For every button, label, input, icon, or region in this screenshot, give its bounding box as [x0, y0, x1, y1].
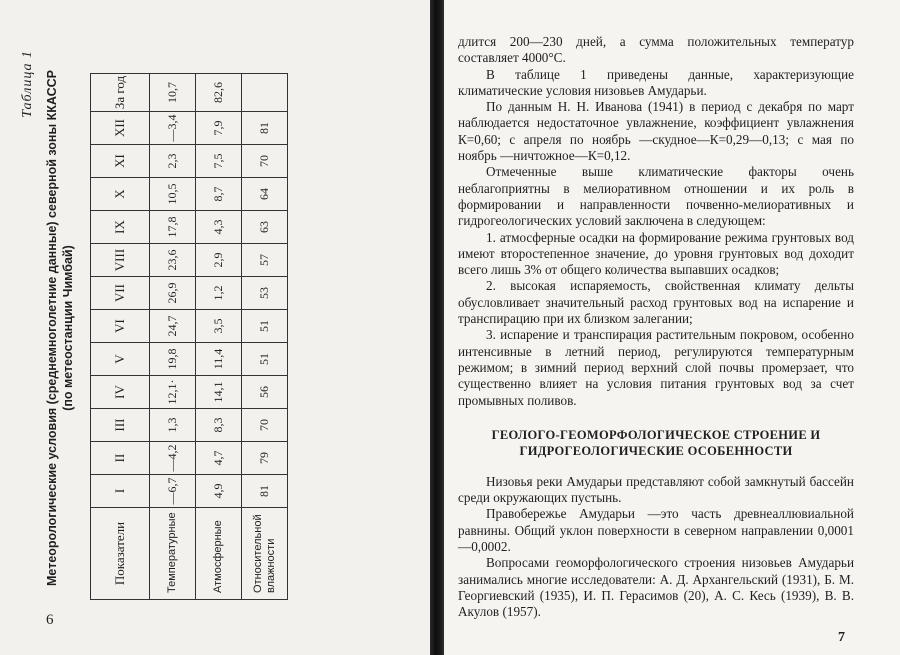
table-cell: —6,7 [150, 475, 196, 508]
table-cell: 2,9 [196, 244, 242, 277]
table-cell: 70 [242, 145, 288, 178]
table-cell: 23,6 [150, 244, 196, 277]
table-cell: 3,5 [196, 310, 242, 343]
page-number: 6 [46, 612, 54, 628]
table-cell: 17,8 [150, 211, 196, 244]
list-item: 3. испарение и транспирация растительным покровом, особенно интенсивные в летний период, регулируются температурным режимом; в зимний период верхний слой почвы промерзает, что существенно влияет на условия питания грунтовых вод за счет промывных поливов. [458, 327, 854, 408]
paragraph: В таблице 1 приведены данные, характеризующие климатические условия низовьев Амударьи. [458, 66, 854, 98]
table-header-row [91, 74, 150, 600]
right-page [444, 0, 900, 655]
table-cell: 1,2 [196, 277, 242, 310]
table-cell: 12,1· [150, 376, 196, 409]
table-cell: 4,7 [196, 442, 242, 475]
list-item: 1. атмосферные осадки на формирование режима грунтовых вод имеют второстепенное значение, до уровня грунтовых вод доходит всего лишь 3% от общего количества выпавших осадков; [458, 229, 854, 278]
table-cell: 11,4 [196, 343, 242, 376]
table-cell: —3,4 [150, 112, 196, 145]
header-cell: Показатели [91, 508, 150, 600]
table-cell: 1,3 [150, 409, 196, 442]
table-cell: 8,3 [196, 409, 242, 442]
table-cell: 19,8 [150, 343, 196, 376]
paragraph: Отмеченные выше климатические факторы очень неблагоприятны в мелиоративном отношении и их роль в формировании и направленности почвенно-мелиоративных и гидрогеологических условий заключена в следующем: [458, 164, 854, 229]
header-cell: VII [91, 277, 150, 310]
list-item: 2. высокая испаряемость, свойственная климату дельты обусловливает значительный расход грунтовых вод на испарение и транспирацию при их близком залегании; [458, 278, 854, 327]
header-cell: За год [91, 74, 150, 112]
table-cell: 70 [242, 409, 288, 442]
table-cell: 8,7 [196, 178, 242, 211]
table-cell: 57 [242, 244, 288, 277]
header-cell: VI [91, 310, 150, 343]
table-cell: 26,9 [150, 277, 196, 310]
header-cell: III [91, 409, 150, 442]
table-cell: 4,9 [196, 475, 242, 508]
paragraph: Низовья реки Амударьи представляют собой замкнутый бассейн среди окружающих пустынь. [458, 473, 854, 506]
table-title: Метеорологические условия (среднемноголетние данные) северной зоны ККАССР (по метеостанции Чимбай) [45, 70, 75, 586]
header-cell: IV [91, 376, 150, 409]
table-cell [242, 74, 288, 112]
header-cell: XI [91, 145, 150, 178]
rotated-table-block [20, 50, 410, 610]
header-cell: IX [91, 211, 150, 244]
page-number: 7 [838, 630, 845, 645]
paragraph: По данным Н. Н. Иванова (1941) в период с декабря по март наблюдается недостаточное увлажнение, коэффициент увлажнения К=0,60; с апреля по ноябрь —скудное—К=0,29—0,13; с мая по ноябрь —ничтожное—К=0,12. [458, 99, 854, 164]
table-cell: 10,5 [150, 178, 196, 211]
table-cell: 51 [242, 310, 288, 343]
row-label: Температурные [150, 508, 196, 600]
table-cell: 51 [242, 343, 288, 376]
table-cell: 64 [242, 178, 288, 211]
paragraph: Вопросами геоморфологического строения низовьев Амударьи занимались многие исследователи: А. Д. Архангельский (1931), Б. М. Георгиевский (1935), И. П. Герасимов (20), А. С. Кесь (1939), В. В. Акулов (1957). [458, 555, 854, 620]
table-cell: 82,6 [196, 74, 242, 112]
row-label: Атмосферные [196, 508, 242, 600]
table-cell: 24,7 [150, 310, 196, 343]
table-cell: 7,9 [196, 112, 242, 145]
table-cell: 53 [242, 277, 288, 310]
paragraph: длится 200—230 дней, а сумма положительных температур составляет 4000°С. [458, 34, 854, 66]
header-cell: V [91, 343, 150, 376]
header-cell: VIII [91, 244, 150, 277]
table-cell: 56 [242, 376, 288, 409]
header-cell: XII [91, 112, 150, 145]
section-heading: ГЕОЛОГО-ГЕОМОРФОЛОГИЧЕСКОЕ СТРОЕНИЕ И ГИДРОГЕОЛОГИЧЕСКИЕ ОСОБЕННОСТИ [491, 427, 821, 458]
header-cell: II [91, 442, 150, 475]
table-row [150, 74, 196, 600]
table-row [196, 74, 242, 600]
climate-table [90, 73, 288, 600]
numbered-list [458, 230, 854, 409]
table-cell: 7,5 [196, 145, 242, 178]
table-cell: 81 [242, 112, 288, 145]
table-cell: 79 [242, 442, 288, 475]
table-header [91, 74, 150, 600]
table-cell: 14,1 [196, 376, 242, 409]
table-cell: 4,3 [196, 211, 242, 244]
table-cell: 2,3 [150, 145, 196, 178]
row-label: Относительной влажности [242, 508, 288, 600]
header-cell: X [91, 178, 150, 211]
header-cell: I [91, 475, 150, 508]
left-page [0, 0, 432, 655]
body-text [458, 34, 854, 621]
table-cell: 81 [242, 475, 288, 508]
table-caption: Таблица 1 [20, 50, 35, 118]
table-cell: 10,7 [150, 74, 196, 112]
table-row [242, 74, 288, 600]
paragraph: Правобережье Амударьи —это часть древнеаллювиальной равнины. Общий уклон поверхности в северном направлении 0,0001—0,0002. [458, 506, 854, 555]
table-cell: 63 [242, 211, 288, 244]
table-cell: —4,2 [150, 442, 196, 475]
